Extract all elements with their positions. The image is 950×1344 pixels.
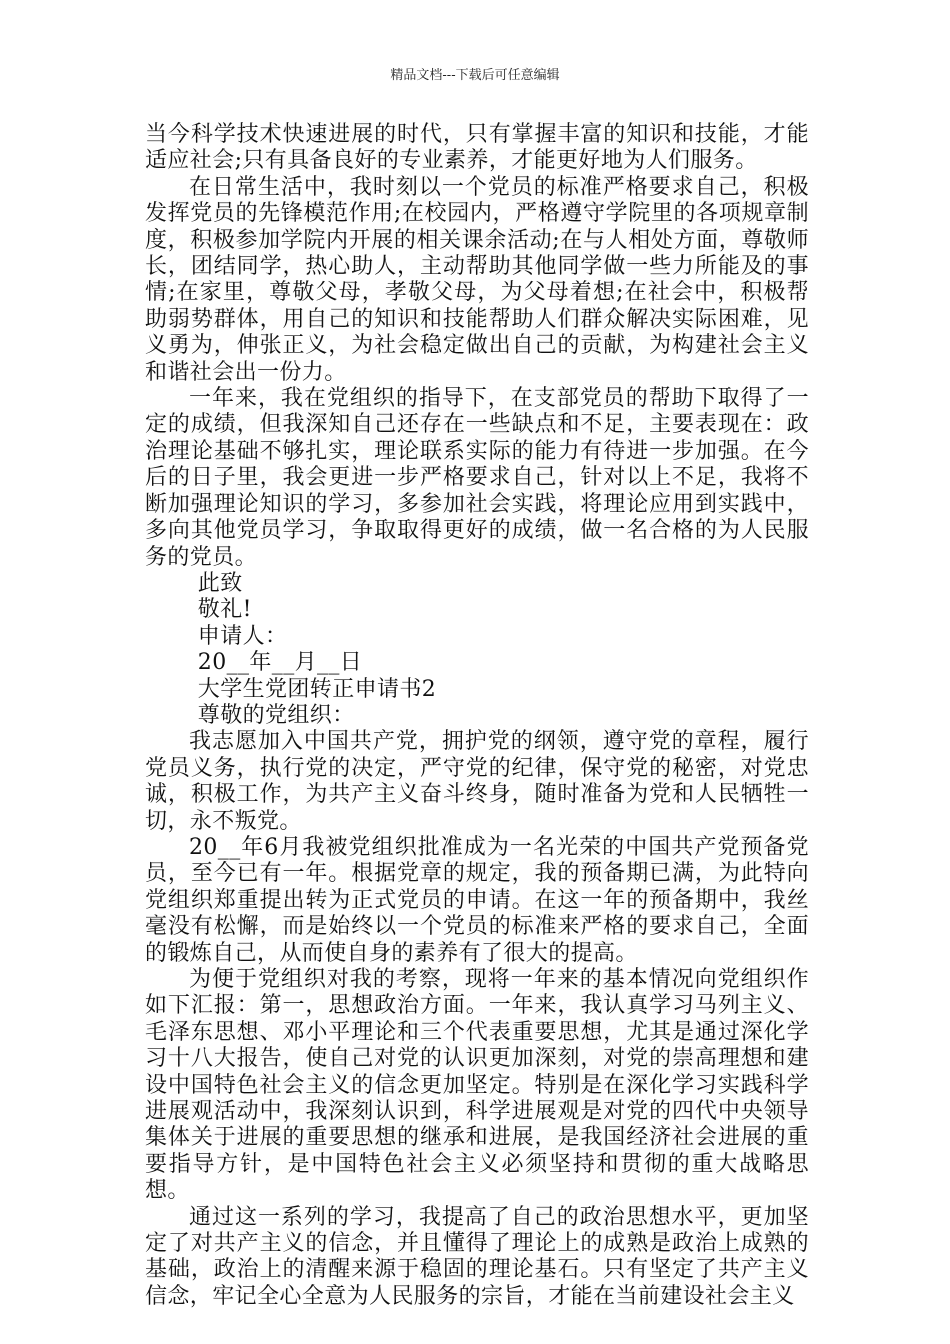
paragraph-6: 为便于党组织对我的考察，现将一年来的基本情况向党组织作如下汇报：第一，思想政治方面。一年来，我认真学习马列主义、毛泽东思想、邓小平理论和三个代表重要思想，尤其是通过深化学习十八大报告，使自己对党的认识更加深刻，对党的崇高理想和建设中国特色社会主义的信念更加坚定。特别是在深化学习实践科学进展观活动中，我深刻认识到，科学进展观是对党的四代中央领导集体关于进展的重要思想的继承和进展，是我国经济社会进展的重要指导方针，是中国特色社会主义必须坚持和贯彻的重大战略思想。 bbox=[145, 967, 809, 1204]
paragraph-4: 我志愿加入中国共产党，拥护党的纲领，遵守党的章程，履行党员义务，执行党的决定，严守党的纪律，保守党的秘密，对党忠诚，积极工作，为共产主义奋斗终身，随时准备为党和人民牺牲一切，永不叛党。 bbox=[145, 729, 809, 834]
paragraph-2: 在日常生活中，我时刻以一个党员的标准严格要求自己，积极发挥党员的先锋模范作用;在校园内，严格遵守学院里的各项规章制度，积极参加学院内开展的相关课余活动;在与人相处方面，尊敬师长，团结同学，热心助人，主动帮助其他同学做一些力所能及的事情;在家里，尊敬父母，孝敬父母，为父母着想;在社会中，积极帮助弱势群体，用自己的知识和技能帮助人们群众解决实际困难，见义勇为，伸张正义，为社会稳定做出自己的贡献，为构建社会主义和谐社会出一份力。 bbox=[145, 174, 809, 385]
applicant-label: 申请人： bbox=[197, 623, 288, 649]
page-header: 精品文档---下载后可任意编辑 bbox=[390, 68, 560, 83]
paragraph-7: 通过这一系列的学习，我提高了自己的政治思想水平，更加坚定了对共产主义的信念，并且懂得了理论上的成熟是政治上成熟的基础，政治上的清醒来源于稳固的理论基石。只有坚定了共产主义信念，牢记全心全意为人民服务的宗旨，才能在当前建设社会主义 bbox=[145, 1204, 809, 1309]
paragraph-1: 当今科学技术快速进展的时代，只有掌握丰富的知识和技能，才能适应社会;只有具备良好的专业素养，才能更好地为人们服务。 bbox=[145, 122, 809, 174]
date-line: 20__年__月__日 bbox=[197, 650, 363, 676]
closing-salutation: 此致 bbox=[197, 570, 243, 596]
paragraph-3: 一年来，我在党组织的指导下，在支部党员的帮助下取得了一定的成绩，但我深知自己还存在一些缺点和不足，主要表现在：政治理论基础不够扎实，理论联系实际的能力有待进一步加强。在今后的日子里，我会更进一步严格要求自己，针对以上不足，我将不断加强理论知识的学习，多参加社会实践，将理论应用到实践中，多向其他党员学习，争取取得更好的成绩，做一名合格的为人民服务的党员。 bbox=[145, 386, 809, 570]
paragraph-5: 20__年6月我被党组织批准成为一名光荣的中国共产党预备党员，至今已有一年。根据党章的规定，我的预备期已满，为此特向党组织郑重提出转为正式党员的申请。在这一年的预备期中，我丝毫没有松懈，而是始终以一个党员的标准来严格的要求自己，全面的锻炼自己，从而使自身的素养有了很大的提高。 bbox=[145, 834, 809, 966]
document-body bbox=[145, 122, 809, 1310]
greeting: 尊敬的党组织： bbox=[197, 702, 355, 728]
closing-regards: 敬礼! bbox=[197, 597, 252, 623]
section-title: 大学生党团转正申请书2 bbox=[197, 676, 437, 702]
